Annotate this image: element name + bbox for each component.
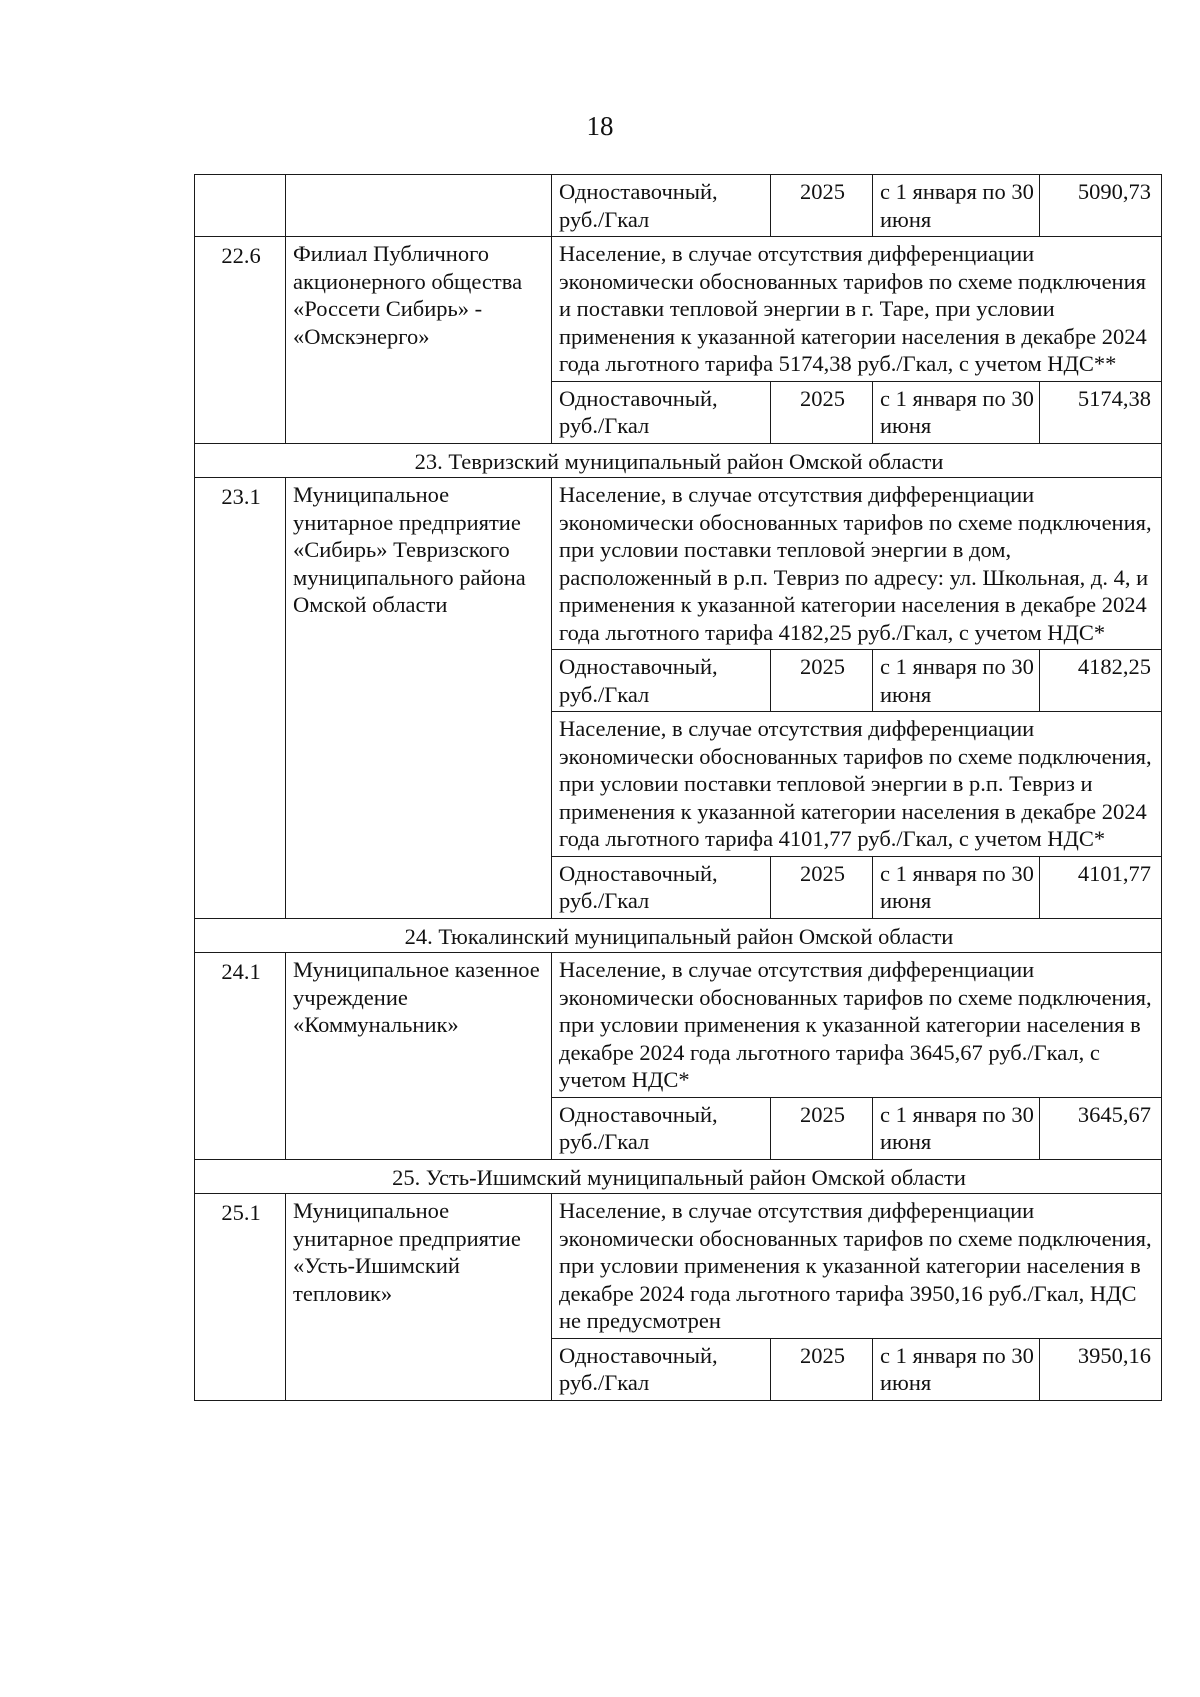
tariff-value-cell: 4101,77 <box>1040 856 1162 918</box>
tariff-value-cell: 5174,38 <box>1040 381 1162 443</box>
page-number: 18 <box>586 111 614 141</box>
row-number-cell: 24.1 <box>195 953 286 1160</box>
year-cell: 2025 <box>771 381 873 443</box>
table-row <box>195 953 1162 1098</box>
section-title: 24. Тюкалинский муниципальный район Омской области <box>195 918 1162 953</box>
section-title: 25. Усть-Ишимский муниципальный район Омской области <box>195 1159 1162 1194</box>
year-cell: 2025 <box>771 650 873 712</box>
year-cell: 2025 <box>771 856 873 918</box>
tariff-value-cell: 3645,67 <box>1040 1097 1162 1159</box>
period-cell: с 1 января по 30 июня <box>873 1097 1040 1159</box>
tariff-type-cell: Одноставочный, руб./Гкал <box>552 1097 771 1159</box>
tariff-value-cell: 4182,25 <box>1040 650 1162 712</box>
table-row <box>195 478 1162 650</box>
row-number-cell: 25.1 <box>195 1194 286 1401</box>
table-row <box>195 237 1162 382</box>
period-cell: с 1 января по 30 июня <box>873 1338 1040 1400</box>
period-cell: с 1 января по 30 июня <box>873 856 1040 918</box>
organization-cell <box>286 175 552 237</box>
row-number-cell: 22.6 <box>195 237 286 444</box>
tariff-table <box>194 174 1162 1401</box>
organization-cell: Муниципальное унитарное предприятие «Сибирь» Тевризского муниципального района Омской области <box>286 478 552 919</box>
section-title: 23. Тевризский муниципальный район Омской области <box>195 443 1162 478</box>
organization-cell: Муниципальное унитарное предприятие «Усть-Ишимский тепловик» <box>286 1194 552 1401</box>
tariff-type-cell: Одноставочный, руб./Гкал <box>552 856 771 918</box>
section-row <box>195 1159 1162 1194</box>
consumer-category-cell: Население, в случае отсутствия дифференциации экономически обоснованных тарифов по схеме подключения, при условии применения к указанной категории населения в декабре 2024 года льготного тарифа 3950,16 руб./Гкал, НДС не предусмотрен <box>552 1194 1162 1339</box>
consumer-category-cell: Население, в случае отсутствия дифференциации экономически обоснованных тарифов по схеме подключения, при условии поставки тепловой энергии в дом, расположенный в р.п. Тевриз по адресу: ул. Школьная, д. 4, и применения к указанной категории населения в декабре 2024 года льготного тарифа 4182,25 руб./Гкал, с учетом НДС* <box>552 478 1162 650</box>
tariff-type-cell: Одноставочный, руб./Гкал <box>552 1338 771 1400</box>
tariff-type-cell: Одноставочный, руб./Гкал <box>552 175 771 237</box>
consumer-category-cell: Население, в случае отсутствия дифференциации экономически обоснованных тарифов по схеме подключения, при условии применения к указанной категории населения в декабре 2024 года льготного тарифа 3645,67 руб./Гкал, с учетом НДС* <box>552 953 1162 1098</box>
organization-cell: Филиал Публичного акционерного общества «Россети Сибирь» - «Омскэнерго» <box>286 237 552 444</box>
table-row <box>195 175 1162 237</box>
year-cell: 2025 <box>771 1338 873 1400</box>
year-cell: 2025 <box>771 1097 873 1159</box>
row-number-cell: 23.1 <box>195 478 286 919</box>
tariff-value-cell: 5090,73 <box>1040 175 1162 237</box>
consumer-category-cell: Население, в случае отсутствия дифференциации экономически обоснованных тарифов по схеме подключения и поставки тепловой энергии в г. Таре, при условии применения к указанной категории населения в декабре 2024 года льготного тарифа 5174,38 руб./Гкал, с учетом НДС** <box>552 237 1162 382</box>
period-cell: с 1 января по 30 июня <box>873 175 1040 237</box>
section-row <box>195 443 1162 478</box>
table-row <box>195 1194 1162 1339</box>
section-row <box>195 918 1162 953</box>
year-cell: 2025 <box>771 175 873 237</box>
period-cell: с 1 января по 30 июня <box>873 381 1040 443</box>
row-number-cell <box>195 175 286 237</box>
tariff-type-cell: Одноставочный, руб./Гкал <box>552 381 771 443</box>
organization-cell: Муниципальное казенное учреждение «Коммунальник» <box>286 953 552 1160</box>
tariff-value-cell: 3950,16 <box>1040 1338 1162 1400</box>
tariff-type-cell: Одноставочный, руб./Гкал <box>552 650 771 712</box>
period-cell: с 1 января по 30 июня <box>873 650 1040 712</box>
consumer-category-cell: Население, в случае отсутствия дифференциации экономически обоснованных тарифов по схеме подключения, при условии поставки тепловой энергии в р.п. Тевриз и применения к указанной категории населения в декабре 2024 года льготного тарифа 4101,77 руб./Гкал, с учетом НДС* <box>552 712 1162 857</box>
